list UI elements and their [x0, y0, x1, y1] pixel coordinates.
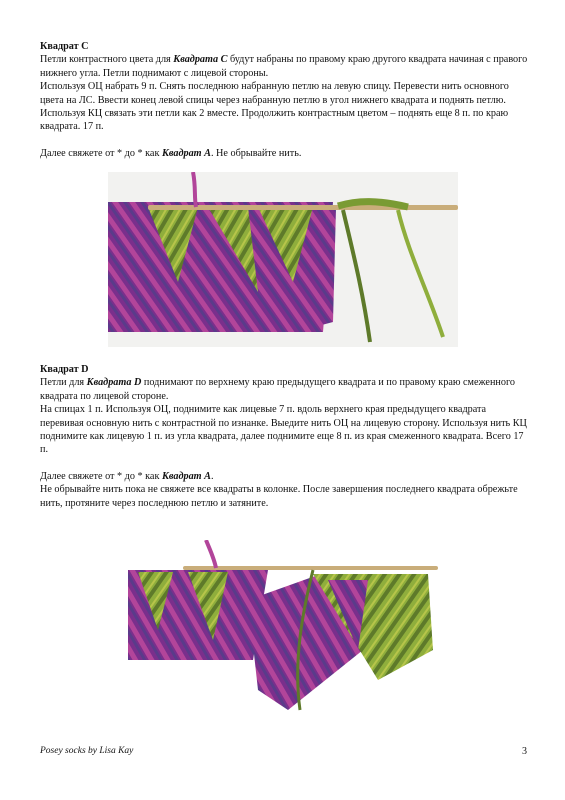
- section-c-p1-text-b: будут набраны по правому краю другого квадрата начиная с правого нижнего угла. Петли поднимают с лицевой стороны.: [40, 54, 528, 79]
- section-c-heading: Квадрат C: [40, 41, 89, 52]
- section-c-paragraph-2: Используя ОЦ набрать 9 п. Снять последнюю набранную петлю на левую спицу. Перевести нить основного цвета на ЛС. Ввести конец левой спицы через набранную петлю в угол нижнего квадрата и поднять петлю. Используя КЦ связать эти петли как 2 вместе. Продолжить контрастным цветом – поднять еще 8 п. по краю квадрата. 17 п.: [40, 81, 509, 133]
- section-d-p1-emphasis: Квадрата D: [86, 377, 142, 389]
- section-d-p1-text-a: Петли для: [40, 377, 87, 389]
- section-d-p3-text-a: Далее свяжете от * до * как: [40, 470, 162, 482]
- knitting-photo-square-d: [128, 540, 438, 720]
- page-number: 3: [522, 746, 527, 757]
- knitting-photo-square-c-image: [108, 172, 458, 347]
- section-c-paragraph-3: [40, 147, 530, 160]
- knitting-photo-square-c: [108, 172, 458, 347]
- section-d-heading: Квадрат D: [40, 364, 89, 375]
- section-c-paragraph-1: [40, 53, 530, 80]
- knitting-photo-square-d-image: [128, 540, 438, 720]
- section-c-p1-emphasis: Квадрата C: [173, 54, 228, 66]
- section-c-p3-emphasis: Квадрат А: [161, 147, 211, 159]
- section-d-paragraph-2: На спицах 1 п. Используя ОЦ, поднимите как лицевые 7 п. вдоль верхнего края предыдущего квадрата перевивая основную нить с контрастной по изнанке. Выедите нить ОЦ на лицевую сторону. Используя нить КЦ поднимите как лицевую 1 п. из угла квадрата, далее поднимите еще 8 п. из края смеженного квадрата. Всего 17 п.: [40, 404, 527, 456]
- section-d-paragraph-4: Не обрывайте нить пока не свяжете все квадраты в колонке. После завершения последнего квадрата обрежьте нить, протяните через последнюю петлю и затяните.: [40, 484, 518, 509]
- section-d-p1-text-b: поднимают по верхнему краю предыдущего квадрата и по правому краю смеженного квадрата по лицевой стороне.: [40, 377, 515, 402]
- section-d-paragraph-1: [40, 376, 530, 403]
- section-d: [40, 363, 530, 510]
- section-d-paragraph-3: [40, 470, 530, 483]
- section-c-p3-text-b: . Не обрывайте нить.: [210, 147, 302, 159]
- footer-credit: Posey socks by Lisa Kay: [40, 746, 134, 756]
- section-c: [40, 40, 530, 160]
- section-c-p1-text-a: Петли контрастного цвета для: [40, 54, 174, 66]
- section-d-p3-text-b: .: [210, 470, 214, 482]
- section-d-p3-emphasis: Квадрат А: [161, 470, 211, 482]
- section-c-p3-text-a: Далее свяжете от * до * как: [40, 147, 162, 159]
